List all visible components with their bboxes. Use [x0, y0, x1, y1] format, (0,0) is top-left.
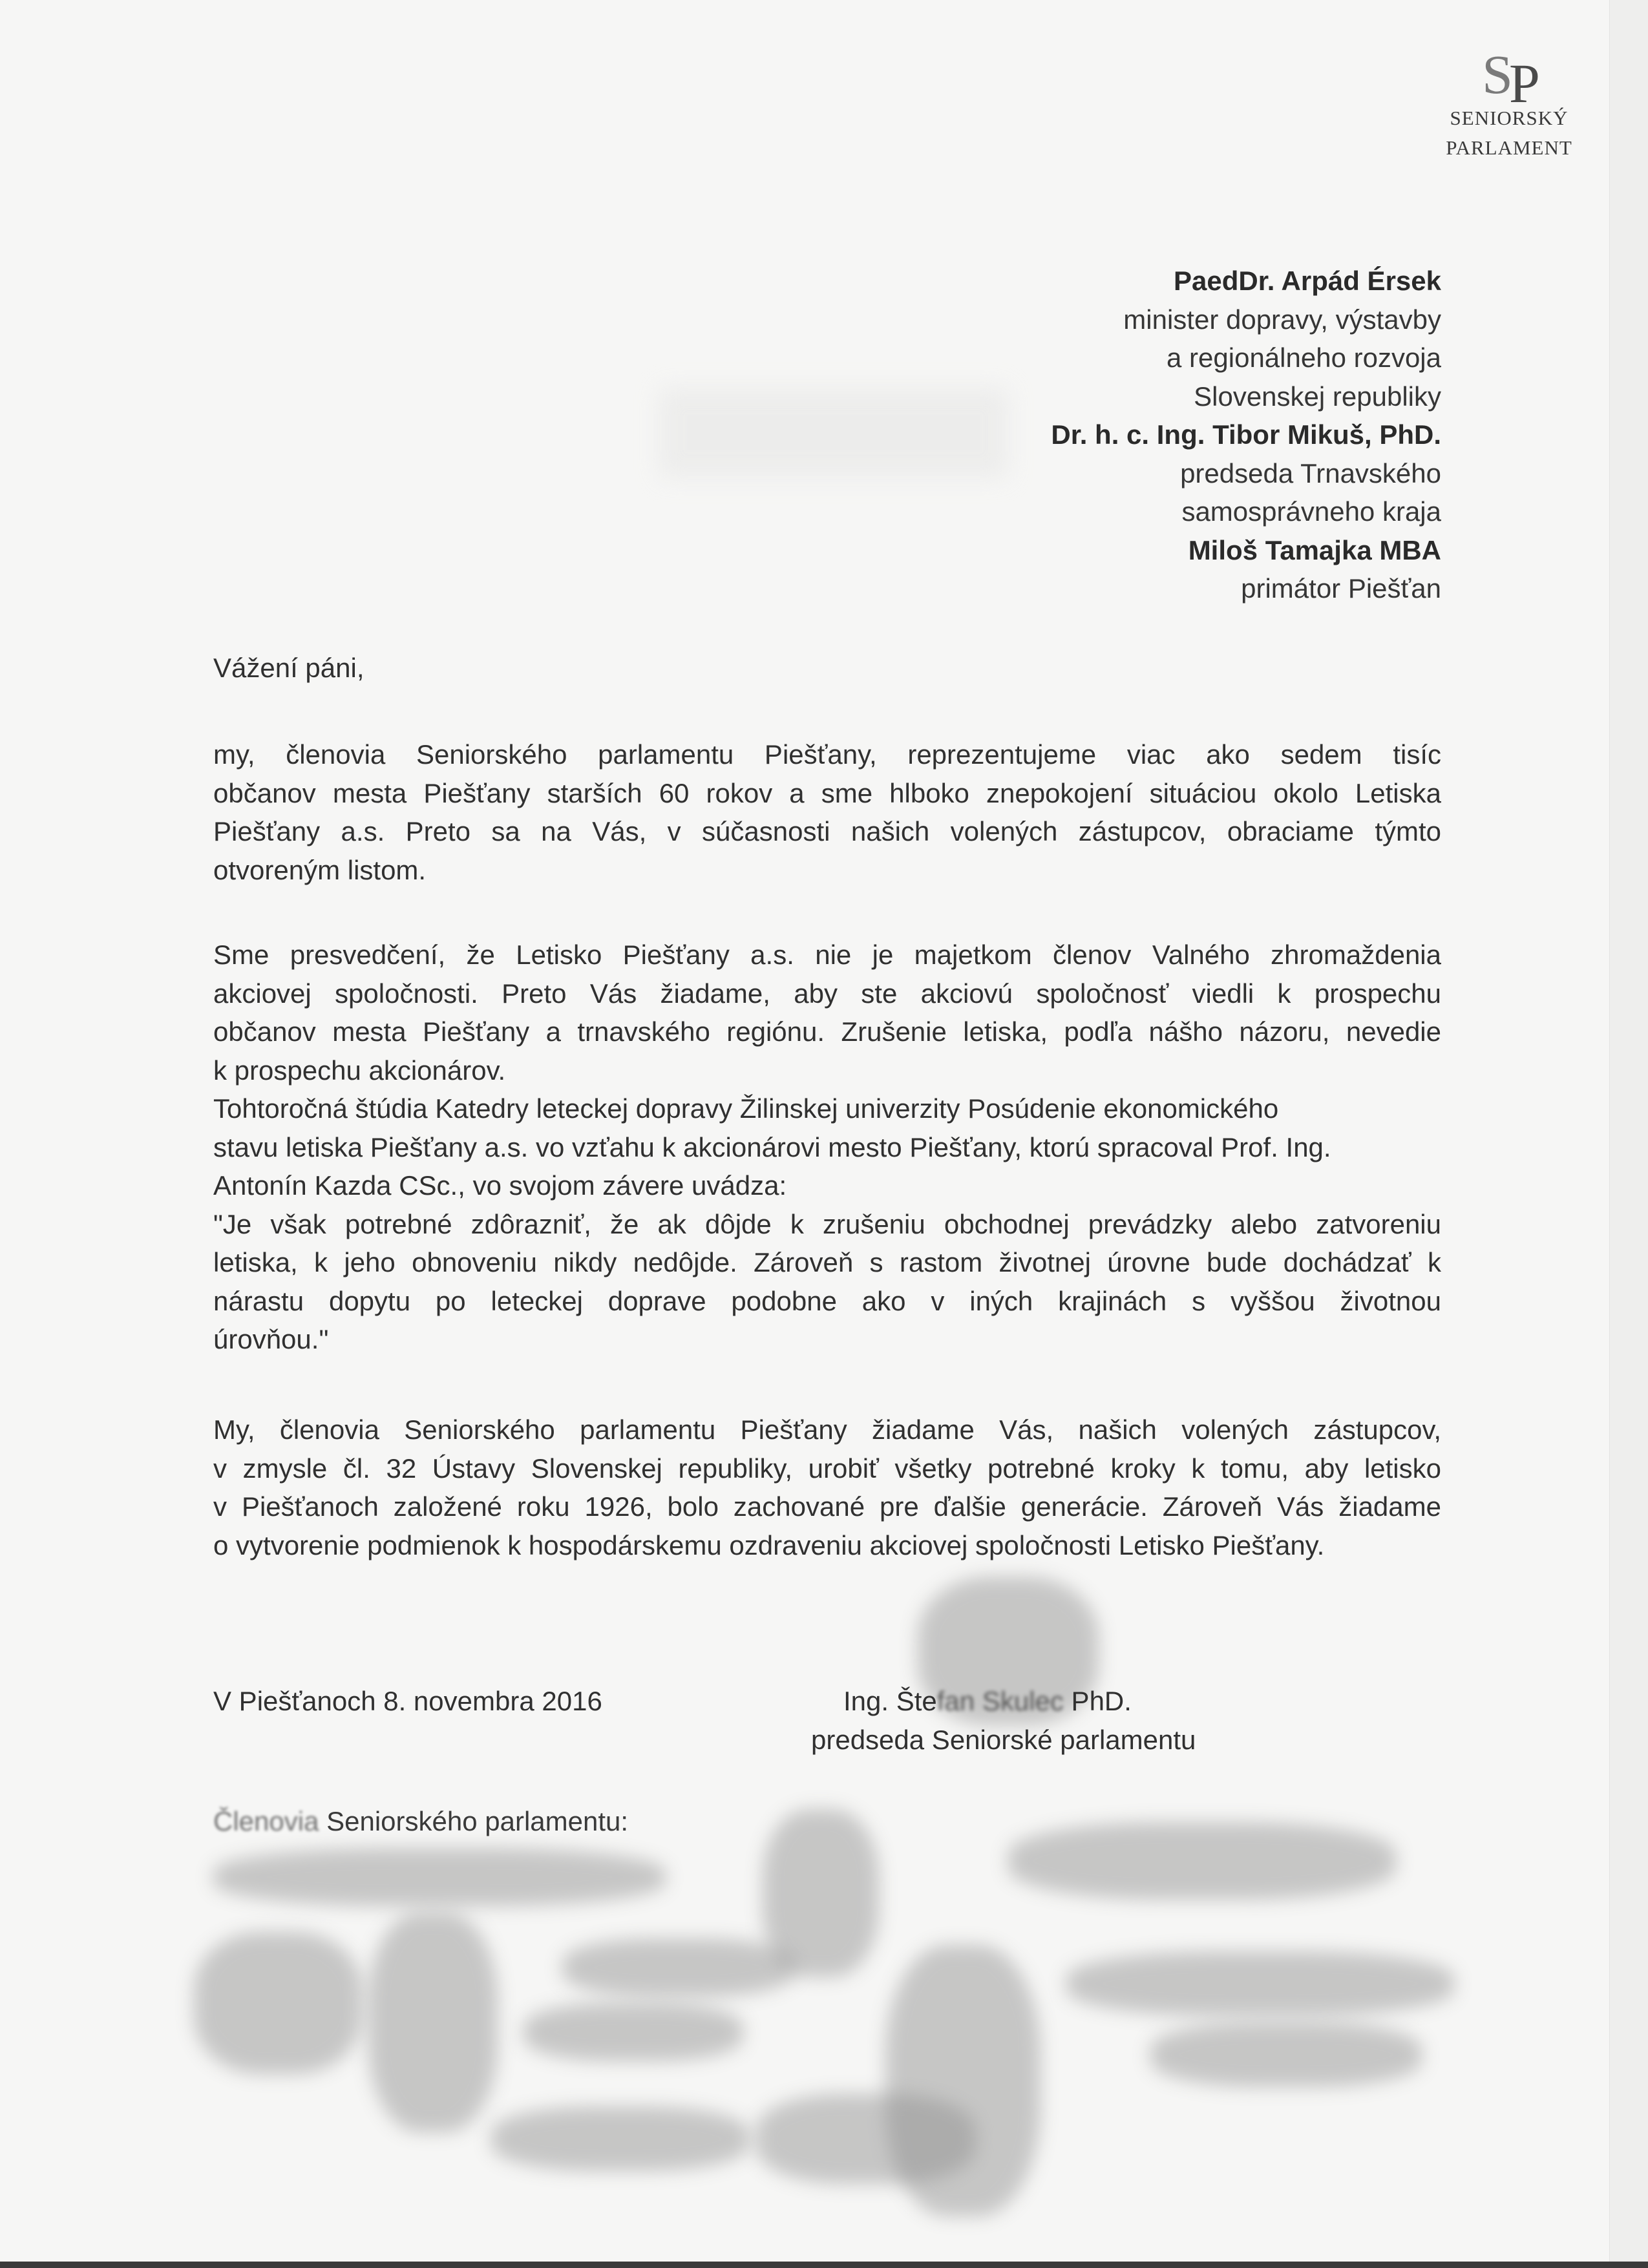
addressee-1-name: PaedDr. Arpád Érsek: [1174, 266, 1441, 296]
logo-line-1: SENIORSKÝ: [1450, 107, 1569, 129]
scan-edge-strip: [1609, 0, 1648, 2262]
paragraph-1: [213, 735, 1441, 889]
quote-line: letiska, k jeho obnoveniu nikdy nedôjde. Zároveň s rastom životnej úrovne bude dochádzať k: [213, 1247, 1441, 1277]
addressee-3-name: Miloš Tamajka MBA: [1188, 534, 1441, 565]
paragraph-line: občanov mesta Piešťany starších 60 rokov a sme hlboko znepokojení situáciou okolo Letiska: [213, 777, 1441, 808]
member-signature-blurred: [523, 2003, 743, 2061]
addressee-1-line: a regionálneho rozvoja: [1167, 342, 1441, 373]
signer-block: [811, 1682, 1196, 1759]
logo-monogram: [1412, 43, 1606, 114]
signer-role: predseda Seniorské parlamentu: [811, 1724, 1196, 1755]
addressee-3-line: primátor Piešťan: [1241, 573, 1441, 604]
paragraph-line: stavu letiska Piešťany a.s. vo vzťahu k akcionárovi mesto Piešťany, ktorú spracoval Prof. Ing.: [213, 1131, 1331, 1162]
paragraph-line: Piešťany a.s. Preto sa na Vás, v súčasnosti našich volených zástupcov, obraciame týmto: [213, 816, 1441, 846]
paragraph-line: o vytvorenie podmienok k hospodárskemu ozdraveniu akciovej spoločnosti Letisko Piešťany.: [213, 1529, 1325, 1560]
seniorsky-parlament-logo: [1412, 45, 1606, 163]
addressee-1-line: Slovenskej republiky: [1194, 381, 1441, 412]
paragraph-line: k prospechu akcionárov.: [213, 1055, 506, 1086]
paragraph-4: [213, 1411, 1441, 1564]
member-signature-blurred: [194, 1932, 362, 2074]
paragraph-line: My, členovia Seniorského parlamentu Piešťany žiadame Vás, našich volených zástupcov,: [213, 1414, 1441, 1445]
paragraph-line: Tohtoročná štúdia Katedry leteckej dopravy Žilinskej univerzity Posúdenie ekonomického: [213, 1093, 1279, 1124]
signer-name: Ing. Štefan Skulec PhD.: [843, 1686, 1132, 1716]
member-signature-blurred: [491, 2106, 750, 2171]
addressee-2-name: Dr. h. c. Ing. Tibor Mikuš, PhD.: [1051, 419, 1441, 450]
member-signature-blurred: [213, 1848, 666, 1906]
member-signature-blurred: [368, 1913, 498, 2132]
paragraph-line: v Piešťanoch založené roku 1926, bolo zachované pre ďalšie generácie. Zároveň Vás žiadame: [213, 1491, 1441, 1522]
addressee-2-line: samosprávneho kraja: [1181, 496, 1441, 527]
paragraph-line: Sme presvedčení, že Letisko Piešťany a.s. nie je majetkom členov Valného zhromaždenia: [213, 940, 1441, 970]
logo-line-2: PARLAMENT: [1446, 136, 1572, 159]
addressee-block: [1051, 262, 1441, 608]
redacted-area: [659, 388, 1008, 478]
member-signature-blurred: [1066, 1951, 1454, 2016]
member-signature-blurred: [562, 1938, 795, 1997]
quote-line: nárastu dopytu po leteckej doprave podobne ako v iných krajinách s vyššou životnou: [213, 1285, 1441, 1316]
paragraph-line: Antonín Kazda CSc., vo svojom závere uvádza:: [213, 1170, 787, 1201]
member-signature-blurred: [1150, 2022, 1422, 2087]
paragraph-line: my, členovia Seniorského parlamentu Piešťany, reprezentujeme viac ako sedem tisíc: [213, 739, 1441, 770]
quote-line: úrovňou.": [213, 1324, 329, 1354]
addressee-1-line: minister dopravy, výstavby: [1123, 304, 1441, 335]
paragraph-line: akciovej spoločnosti. Preto Vás žiadame, aby ste akciovú spoločnosť viedli k prospechu: [213, 978, 1441, 1009]
place-and-date: V Piešťanoch 8. novembra 2016: [213, 1686, 602, 1716]
quote-line: "Je však potrebné zdôrazniť, že ak dôjde k zrušeniu obchodnej prevádzky alebo zatvoreniu: [213, 1208, 1441, 1239]
member-signature-blurred: [756, 2094, 976, 2184]
paragraph-line: v zmysle čl. 32 Ústavy Slovenskej republiky, urobiť všetky potrebné kroky k tomu, aby letisko: [213, 1453, 1441, 1484]
salutation: Vážení páni,: [213, 653, 364, 683]
paragraph-line: občanov mesta Piešťany a trnavského regiónu. Zrušenie letiska, podľa nášho názoru, nevedie: [213, 1016, 1441, 1047]
paragraph-2: [213, 936, 1441, 1359]
member-signature-blurred: [1008, 1822, 1396, 1900]
logo-letter-p: P: [1509, 52, 1536, 114]
members-label: Členovia Seniorského parlamentu:: [213, 1806, 629, 1836]
paragraph-line: otvoreným listom.: [213, 854, 427, 885]
addressee-2-line: predseda Trnavského: [1180, 457, 1441, 488]
logo-letter-s: S: [1482, 43, 1509, 105]
scan-bottom-edge: [0, 2262, 1648, 2268]
